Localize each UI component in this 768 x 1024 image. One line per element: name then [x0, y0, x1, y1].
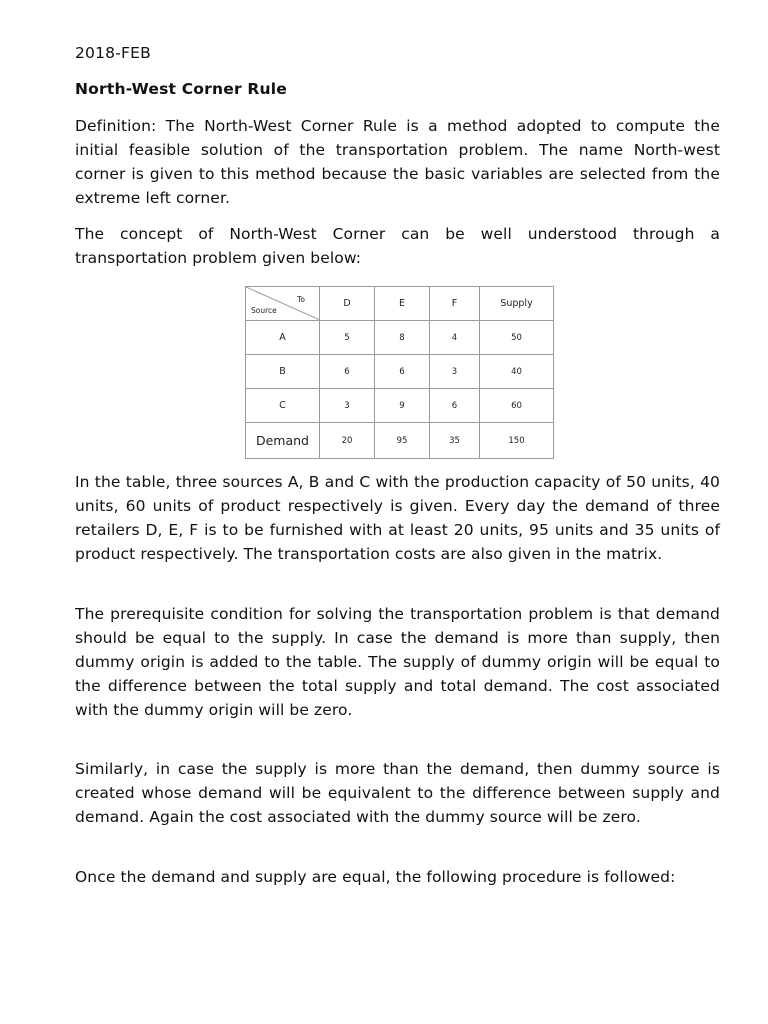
demand-cell: 35 — [430, 423, 480, 459]
table-row — [246, 321, 554, 355]
column-header: E — [375, 287, 430, 321]
corner-cell — [246, 287, 320, 321]
paragraph-dummy-source: Similarly, in case the supply is more than the demand, then dummy source is created whose demand will be equivalent to the difference between supply and demand. Again the cost associated with the dummy source will be zero. — [75, 760, 720, 826]
demand-row — [246, 423, 554, 459]
table-cell: 3 — [320, 389, 375, 423]
demand-cell: 20 — [320, 423, 375, 459]
table-cell: 5 — [320, 321, 375, 355]
column-header-supply: Supply — [480, 287, 554, 321]
diagonal-line — [246, 287, 320, 320]
table-cell: 4 — [430, 321, 480, 355]
paragraph-table-explanation: In the table, three sources A, B and C with the production capacity of 50 units, 40 units, 60 units of product respectively is given. Every day the demand of three retailers D, E, F is to be furnished with at least 20 units, 95 units and 35 units of product respectively. The transportation costs are also given in the matrix. — [75, 473, 720, 563]
row-label: A — [246, 321, 320, 355]
table-cell: 3 — [430, 355, 480, 389]
column-header: F — [430, 287, 480, 321]
table-cell: 50 — [480, 321, 554, 355]
transportation-table — [245, 286, 554, 459]
table-header-row — [246, 287, 554, 321]
document-date: 2018-FEB — [75, 44, 151, 62]
paragraph-definition: Definition: The North-West Corner Rule is a method adopted to compute the initial feasible solution of the transportation problem. The name North-west corner is given to this method because the basic variables are selected from the extreme left corner. — [75, 117, 720, 207]
demand-label: Demand — [246, 423, 320, 459]
table-cell: 9 — [375, 389, 430, 423]
table-cell: 8 — [375, 321, 430, 355]
paragraph-procedure: Once the demand and supply are equal, the following procedure is followed: — [75, 868, 676, 886]
document-title: North-West Corner Rule — [75, 80, 287, 98]
table-cell: 40 — [480, 355, 554, 389]
column-header: D — [320, 287, 375, 321]
corner-to-label: To — [297, 295, 305, 304]
table-cell: 6 — [430, 389, 480, 423]
paragraph-prerequisite: The prerequisite condition for solving the transportation problem is that demand should be equal to the supply. In case the demand is more than supply, then dummy origin is added to the table. The supply of dummy origin will be equal to the difference between the total supply and total demand. The cost associated with the dummy origin will be zero. — [75, 605, 720, 719]
table-cell: 60 — [480, 389, 554, 423]
paragraph-concept: The concept of North-West Corner can be well understood through a transportation problem given below: — [75, 225, 720, 267]
table-row — [246, 355, 554, 389]
row-label: C — [246, 389, 320, 423]
row-label: B — [246, 355, 320, 389]
table-row — [246, 389, 554, 423]
demand-cell: 150 — [480, 423, 554, 459]
table-cell: 6 — [320, 355, 375, 389]
corner-source-label: Source — [251, 306, 277, 315]
transportation-table-figure — [245, 286, 553, 456]
demand-cell: 95 — [375, 423, 430, 459]
table-cell: 6 — [375, 355, 430, 389]
